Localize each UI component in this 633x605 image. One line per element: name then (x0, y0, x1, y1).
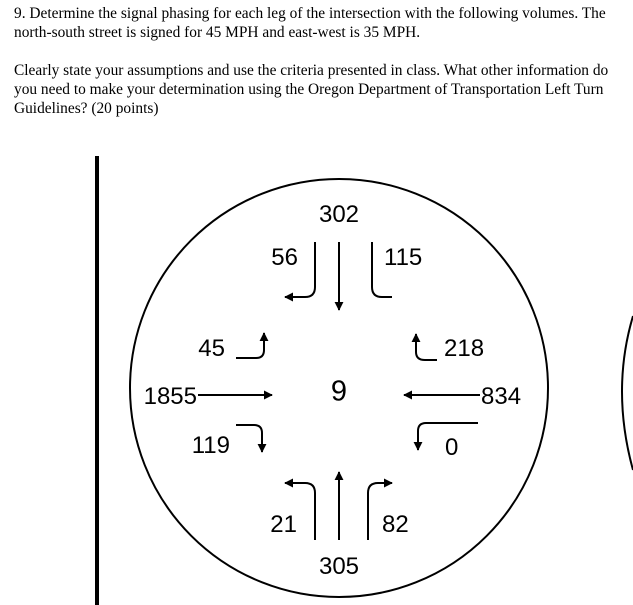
eastbound-through-volume: 1855 (143, 383, 197, 410)
eastbound-left-volume: 45 (198, 335, 225, 362)
eastbound-left-arrow (236, 333, 264, 358)
northbound-approach (270, 472, 408, 580)
northbound-through-volume: 305 (318, 553, 360, 580)
eastbound-right-volume: 119 (191, 432, 230, 459)
left-border-bar (95, 156, 99, 605)
question-instructions: Clearly state your assumptions and use the criteria presented in class. What other information do you need to make your determination using the Oregon Department of Transportation Left Turn Guidelines? (20 points) (14, 62, 609, 117)
southbound-through-volume: 302 (318, 201, 360, 228)
intersection-number: 9 (330, 375, 348, 408)
westbound-through-volume: 834 (481, 383, 522, 410)
southbound-left-volume: 115 (384, 244, 423, 271)
southbound-right-volume: 56 (271, 244, 298, 271)
question-prompt: 9. Determine the signal phasing for each leg of the intersection with the following volumes. The north-south street is signed for 45 MPH and east-west is 35 MPH. (14, 5, 606, 41)
westbound-left-volume: 0 (445, 434, 459, 461)
westbound-approach (404, 334, 521, 461)
northbound-right-volume: 82 (382, 511, 409, 538)
eastbound-right-arrow (236, 425, 262, 452)
eastbound-approach (144, 333, 272, 459)
westbound-right-volume: 218 (444, 335, 485, 362)
adjacent-circle-edge (622, 316, 633, 470)
westbound-right-arrow (416, 334, 437, 360)
northbound-left-volume: 21 (270, 511, 297, 538)
southbound-approach (271, 201, 422, 310)
